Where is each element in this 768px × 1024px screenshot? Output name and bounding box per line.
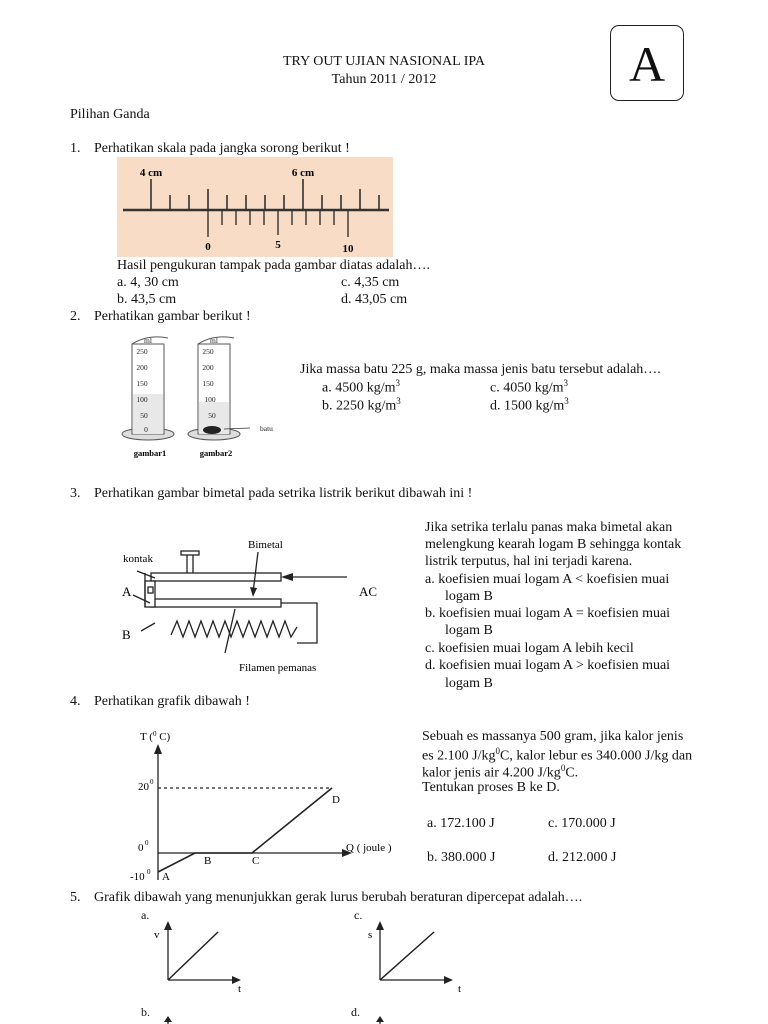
label-kontak: kontak — [123, 553, 153, 565]
point-d: D — [332, 794, 340, 806]
q2-option-b-sup: 3 — [396, 396, 401, 406]
q1-option-a: a. 4, 30 cm — [117, 275, 179, 290]
q2-option-d — [490, 396, 569, 415]
q2-option-c-sup: 3 — [563, 378, 568, 388]
q2-option-a-text: a. 4500 kg/m — [322, 380, 396, 396]
q4-l2-sup: 0 — [495, 746, 500, 756]
caliper-vernier-10: 10 — [342, 243, 354, 255]
screw-head — [181, 551, 199, 555]
cyl1-50: 50 — [140, 411, 148, 420]
package-badge: A — [610, 25, 684, 101]
q2-option-c-text: c. 4050 kg/m — [490, 380, 564, 396]
q5-option-b-label: b. — [141, 1005, 150, 1019]
document-title: TRY OUT UJIAN NASIONAL IPA — [283, 54, 485, 69]
top-plate — [151, 573, 281, 581]
stone-label: batu — [260, 424, 273, 433]
q4-question-line-2 — [422, 746, 692, 765]
cyl1-200: 200 — [136, 363, 148, 372]
q4-l2-pre: es 2.100 J/kg — [422, 748, 496, 764]
cylinder-1-caption: gambar1 — [133, 448, 167, 458]
q1-question: Hasil pengukuran tampak pada gambar diatas adalah…. — [117, 258, 430, 273]
cyl2-100: 100 — [204, 395, 216, 404]
y-axis-label — [140, 730, 171, 743]
q2-text: Perhatikan gambar berikut ! — [94, 309, 251, 324]
graph-c-line — [380, 932, 434, 980]
caliper-label-6cm: 6 cm — [291, 167, 315, 179]
label-bimetal: Bimetal — [248, 539, 283, 551]
q3-option-a: a. koefisien muai logam A < koefisien muai — [425, 572, 670, 587]
cyl2-150: 150 — [202, 379, 214, 388]
q3-option-b: b. koefisien muai logam A = koefisien muai — [425, 606, 671, 621]
q4-option-a: a. 172.100 J — [427, 816, 495, 831]
cyl2-50: 50 — [208, 411, 216, 420]
x-axis-label: Q ( joule ) — [346, 842, 392, 854]
point-a: A — [162, 871, 170, 883]
q5-option-a-label: a. — [141, 908, 150, 922]
graph-a-ylabel: v — [154, 929, 160, 941]
graph-a-xlabel: t — [238, 983, 242, 995]
q3-question-line-2: melengkung kearah logam B sehingga kontak — [425, 537, 682, 552]
q3-option-a-cont: logam B — [445, 589, 493, 604]
q3-option-d: d. koefisien muai logam A > koefisien muai — [425, 658, 671, 673]
q2-option-b-text: b. 2250 kg/m — [322, 398, 397, 414]
graph-c-ylabel: s — [368, 929, 373, 941]
y-label-post: C) — [156, 731, 171, 743]
q3-option-b-cont: logam B — [445, 623, 493, 638]
cyl1-250: 250 — [136, 347, 148, 356]
q2-option-d-text: d. 1500 kg/m — [490, 398, 565, 414]
q1-caliper-figure — [117, 157, 393, 257]
q4-l3-post: C. — [565, 765, 579, 781]
q4-l3-sup: 0 — [560, 763, 566, 773]
tick-0-deg: 0 — [145, 839, 149, 847]
cyl1-0: 0 — [144, 425, 148, 434]
label-filament: Filamen pemanas — [239, 662, 317, 674]
q2-number: 2. — [70, 309, 81, 324]
q1-text: Perhatikan skala pada jangka sorong berikut ! — [94, 141, 350, 156]
q3-option-c: c. koefisien muai logam A lebih kecil — [425, 641, 634, 656]
section-label: Pilihan Ganda — [70, 107, 150, 122]
q5-option-c-label: c. — [354, 908, 363, 922]
q4-option-b: b. 380.000 J — [427, 850, 496, 865]
graph-a-line — [168, 932, 218, 980]
q5-graph-c — [362, 918, 472, 996]
tick-20: 20 — [138, 781, 149, 793]
point-c: C — [252, 855, 260, 867]
q4-option-d: d. 212.000 J — [548, 850, 617, 865]
q3-text: Perhatikan gambar bimetal pada setrika listrik berikut dibawah ini ! — [94, 486, 473, 501]
q5-number: 5. — [70, 890, 81, 905]
cylinder-1 — [122, 337, 174, 440]
q4-number: 4. — [70, 694, 81, 709]
caliper-vernier-5: 5 — [275, 239, 281, 251]
q1-number: 1. — [70, 141, 81, 156]
cyl1-100: 100 — [136, 395, 148, 404]
q3-question-line-3: listrik terputus, hal ini terjadi karena. — [425, 554, 633, 569]
label-ac: AC — [359, 584, 378, 599]
tick-0: 0 — [138, 842, 144, 854]
cyl2-250: 250 — [202, 347, 214, 356]
label-a: A — [122, 584, 132, 599]
heating-curve — [158, 788, 332, 872]
q1-option-c: c. 4,35 cm — [341, 275, 400, 290]
cyl1-ml: ml — [144, 336, 152, 345]
contact-block — [145, 581, 155, 607]
q4-question-line-4: Tentukan proses B ke D. — [422, 780, 560, 795]
q2-option-a — [322, 378, 400, 397]
y-label-sup: 0 — [152, 730, 157, 738]
q2-question: Jika massa batu 225 g, maka massa jenis batu tersebut adalah…. — [300, 362, 661, 377]
y-axis-arrow — [154, 744, 162, 754]
bimetal-strip — [151, 599, 281, 607]
caliper-label-4cm: 4 cm — [139, 167, 163, 179]
q5-text: Grafik dibawah yang menunjukkan gerak lurus berubah beraturan dipercepat adalah…. — [94, 890, 583, 905]
q5-graph-a — [150, 918, 260, 996]
q2-option-c — [490, 378, 568, 397]
q4-text: Perhatikan grafik dibawah ! — [94, 694, 250, 709]
q4-l2-post: C, kalor lebur es 340.000 J/kg dan — [500, 748, 693, 764]
q4-question-line-1: Sebuah es massanya 500 gram, jika kalor jenis — [422, 729, 684, 744]
point-b: B — [204, 855, 212, 867]
cylinder-2 — [188, 337, 250, 440]
q4-option-c: c. 170.000 J — [548, 816, 616, 831]
q4-question-line-3 — [422, 763, 578, 782]
tick-20-deg: 0 — [150, 778, 154, 786]
q5-graph-d — [362, 1016, 472, 1024]
tick-minus10-deg: 0 — [147, 868, 151, 876]
caliper-vernier-0: 0 — [205, 241, 211, 253]
q2-option-d-sup: 3 — [564, 396, 569, 406]
q4-heating-graph — [120, 722, 410, 887]
q5-option-d-label: d. — [351, 1005, 360, 1019]
stone-shape — [203, 426, 221, 434]
q3-number: 3. — [70, 486, 81, 501]
q1-option-b: b. 43,5 cm — [117, 292, 177, 307]
document-year: Tahun 2011 / 2012 — [331, 72, 437, 87]
cyl2-200: 200 — [202, 363, 214, 372]
cyl2-ml: ml — [210, 336, 218, 345]
q2-option-a-sup: 3 — [395, 378, 400, 388]
q4-l3-pre: kalor jenis air 4.200 J/kg — [422, 765, 561, 781]
q3-question-line-1: Jika setrika terlalu panas maka bimetal akan — [425, 520, 673, 535]
cyl1-150: 150 — [136, 379, 148, 388]
cylinder-2-caption: gambar2 — [199, 448, 233, 458]
q3-option-d-cont: logam B — [445, 676, 493, 691]
q5-graph-b — [150, 1016, 260, 1024]
q2-option-b — [322, 396, 401, 415]
q1-option-d: d. 43,05 cm — [341, 292, 408, 307]
graph-c-xlabel: t — [458, 983, 462, 995]
y-label-pre: T ( — [140, 731, 153, 743]
q3-bimetal-figure — [115, 533, 415, 683]
q2-cylinder-figure — [112, 330, 282, 462]
label-b: B — [122, 627, 131, 642]
tick-minus10: -10 — [130, 871, 145, 883]
